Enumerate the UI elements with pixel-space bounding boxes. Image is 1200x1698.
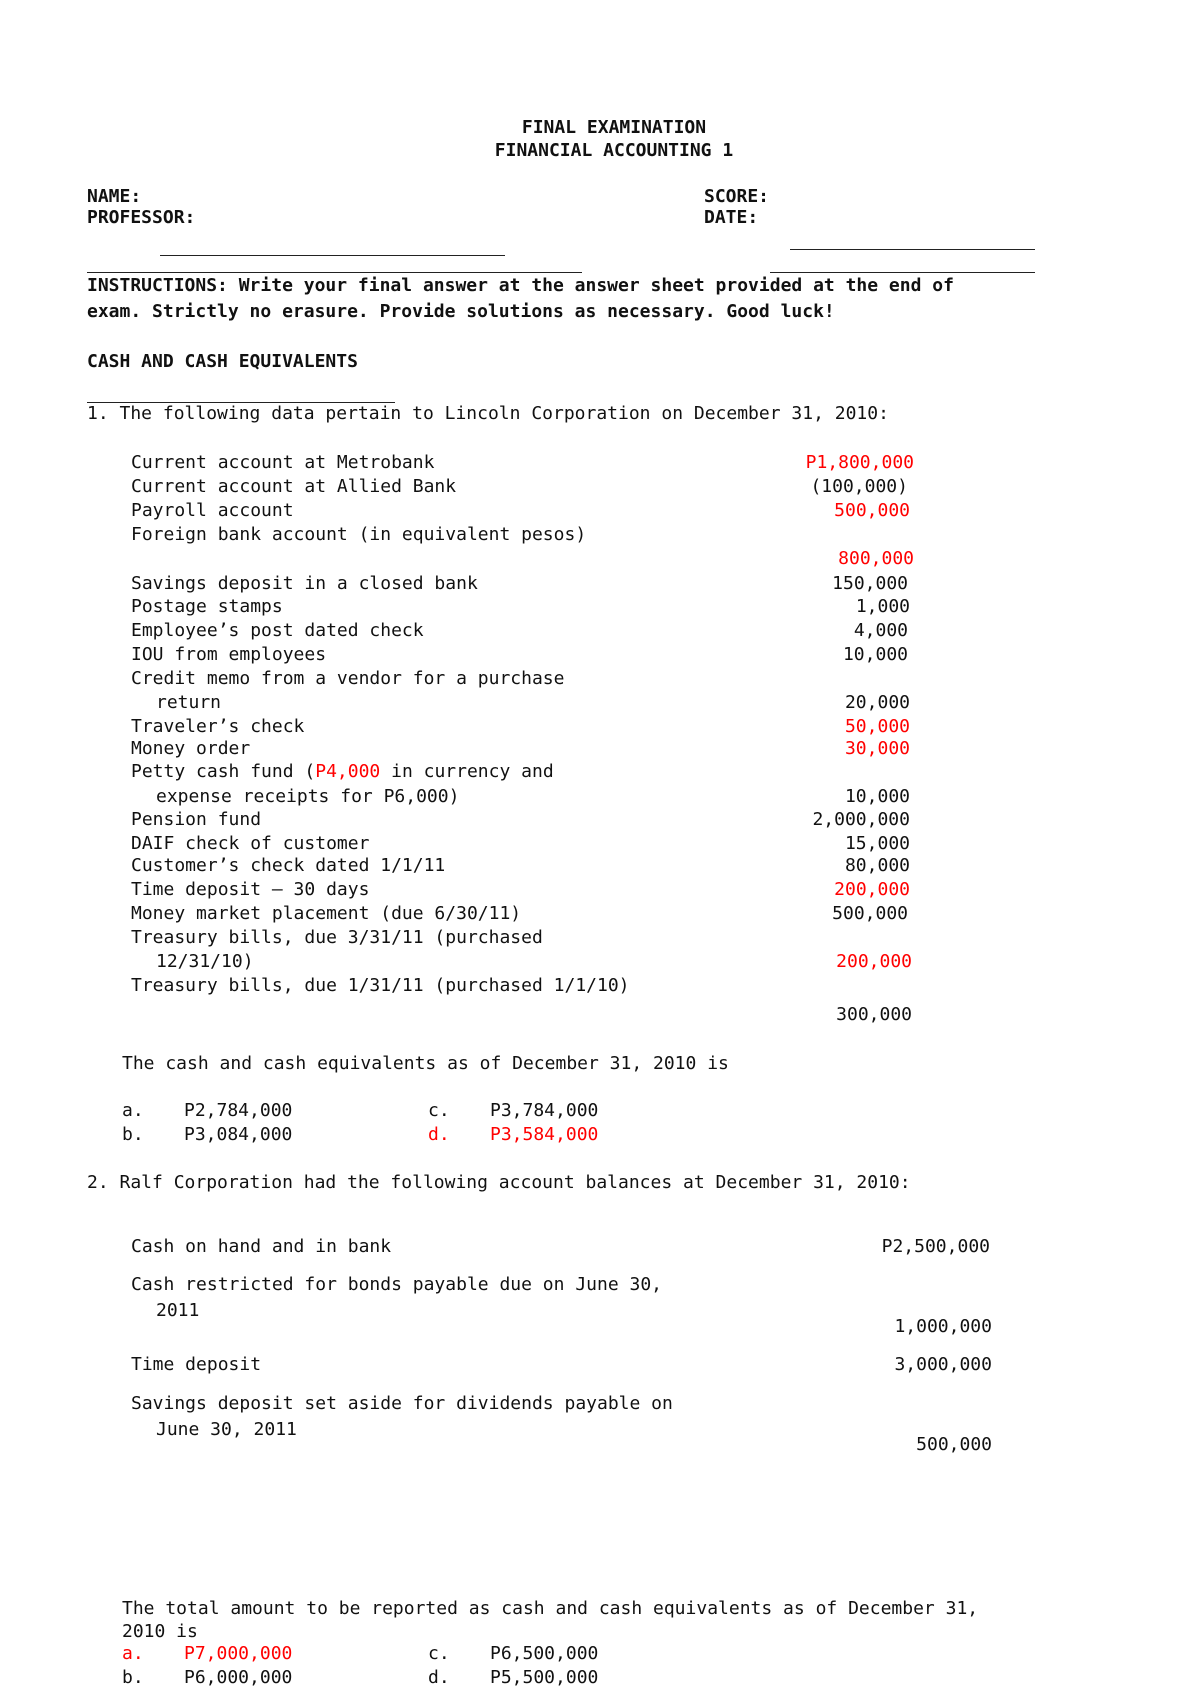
q1-choice-c-letter: c.	[428, 1100, 450, 1121]
q1-item-label	[131, 761, 554, 783]
q1-question: The cash and cash equivalents as of December 31, 2010 is	[122, 1053, 729, 1074]
q2-item-label-continued: June 30, 2011	[156, 1419, 297, 1440]
q1-item-amount: 2,000,000	[812, 809, 910, 830]
q1-item-label: Treasury bills, due 3/31/11 (purchased	[131, 927, 543, 948]
q1-item-label-text: Petty cash fund (	[131, 761, 316, 782]
q1-item-amount: 500,000	[834, 500, 910, 521]
q1-item-amount: 50,000	[844, 716, 910, 737]
q2-stem: 2. Ralf Corporation had the following account balances at December 31, 2010:	[87, 1172, 911, 1193]
q1-item-label: Customer’s check dated 1/1/11	[131, 855, 446, 876]
q1-item-amount: 200,000	[836, 951, 912, 972]
q1-item-amount: 500,000	[832, 903, 908, 924]
q1-item-amount: 20,000	[844, 692, 910, 713]
instructions-rule	[87, 272, 582, 273]
professor-answer-line	[160, 255, 505, 256]
q1-item-label: Credit memo from a vendor for a purchase	[131, 668, 565, 689]
date-label: DATE:	[704, 207, 759, 228]
q2-item-label: Savings deposit set aside for dividends payable on	[131, 1393, 673, 1414]
q1-item-label: Time deposit – 30 days	[131, 879, 370, 900]
q2-choice-d-value: P5,500,000	[490, 1667, 599, 1688]
q1-item-amount: 30,000	[844, 738, 910, 759]
score-label: SCORE:	[704, 186, 770, 207]
exam-title: FINAL EXAMINATION	[521, 117, 707, 138]
q1-item-label-text: in currency and	[380, 761, 554, 782]
q1-item-amount: 150,000	[832, 573, 908, 594]
q2-choice-a-value: P7,000,000	[184, 1643, 293, 1664]
q1-item-label: Money order	[131, 738, 251, 759]
q1-item-amount: 200,000	[834, 879, 910, 900]
q2-choice-b-letter: b.	[122, 1667, 144, 1688]
q1-choice-d-value: P3,584,000	[490, 1124, 599, 1145]
q2-choice-d-letter: d.	[428, 1667, 450, 1688]
q1-item-amount: 10,000	[844, 786, 910, 807]
q1-item-amount: 800,000	[838, 548, 914, 569]
q2-item-amount: P2,500,000	[881, 1236, 990, 1257]
q1-item-label-highlight: P4,000	[315, 761, 381, 782]
q1-item-label: Payroll account	[131, 500, 294, 521]
q1-item-label: Traveler’s check	[131, 716, 305, 737]
instructions-line-2: exam. Strictly no erasure. Provide solutions as necessary. Good luck!	[87, 301, 835, 322]
q1-choice-b-letter: b.	[122, 1124, 144, 1145]
q1-item-label-continued: 12/31/10)	[156, 951, 254, 972]
course-title: FINANCIAL ACCOUNTING 1	[494, 140, 734, 161]
instructions-line-1: INSTRUCTIONS: Write your final answer at the answer sheet provided at the end of	[87, 275, 954, 296]
q1-item-label-continued: return	[156, 692, 222, 713]
q1-item-label: Current account at Metrobank	[131, 452, 435, 473]
q1-item-amount: 4,000	[853, 620, 908, 641]
q1-choice-c-value: P3,784,000	[490, 1100, 599, 1121]
q2-item-amount: 1,000,000	[894, 1316, 992, 1337]
q2-item-amount: 3,000,000	[894, 1354, 992, 1375]
date-answer-line	[790, 249, 1035, 250]
q1-item-amount: 300,000	[836, 1004, 912, 1025]
q2-item-label: Time deposit	[131, 1354, 262, 1375]
q1-item-amount: 15,000	[844, 833, 910, 854]
q1-item-label: DAIF check of customer	[131, 833, 370, 854]
q1-item-label: Savings deposit in a closed bank	[131, 573, 478, 594]
q2-choice-c-letter: c.	[428, 1643, 450, 1664]
q1-item-label: Postage stamps	[131, 596, 283, 617]
q2-item-label-continued: 2011	[156, 1300, 200, 1321]
q1-item-label-continued: expense receipts for P6,000)	[156, 786, 460, 807]
q1-item-label: Money market placement (due 6/30/11)	[131, 903, 522, 924]
q1-choice-a-letter: a.	[122, 1100, 144, 1121]
name-label: NAME:	[87, 186, 142, 207]
q1-item-label: IOU from employees	[131, 644, 327, 665]
q1-item-label: Treasury bills, due 1/31/11 (purchased 1/1/10)	[131, 975, 630, 996]
q1-item-label: Foreign bank account (in equivalent pesos)	[131, 524, 587, 545]
q1-item-label: Current account at Allied Bank	[131, 476, 457, 497]
q1-item-amount: P1,800,000	[805, 452, 914, 473]
q2-question-line-1: The total amount to be reported as cash and cash equivalents as of December 31,	[122, 1598, 979, 1619]
q1-choice-b-value: P3,084,000	[184, 1124, 293, 1145]
q2-choice-a-letter: a.	[122, 1643, 144, 1664]
q2-item-label: Cash on hand and in bank	[131, 1236, 392, 1257]
q2-question-line-2: 2010 is	[122, 1621, 198, 1642]
q1-item-amount: 80,000	[844, 855, 910, 876]
professor-label: PROFESSOR:	[87, 207, 196, 228]
q1-item-amount: 1,000	[855, 596, 910, 617]
q1-item-label: Pension fund	[131, 809, 262, 830]
signature-line	[770, 272, 1035, 273]
q1-stem: 1. The following data pertain to Lincoln Corporation on December 31, 2010:	[87, 403, 889, 424]
q1-item-amount: (100,000)	[810, 476, 908, 497]
q1-item-label: Employee’s post dated check	[131, 620, 424, 641]
q1-choice-d-letter: d.	[428, 1124, 450, 1145]
section-title: CASH AND CASH EQUIVALENTS	[87, 351, 358, 372]
q2-item-label: Cash restricted for bonds payable due on June 30,	[131, 1274, 663, 1295]
q1-choice-a-value: P2,784,000	[184, 1100, 293, 1121]
q2-choice-c-value: P6,500,000	[490, 1643, 599, 1664]
q1-item-amount: 10,000	[842, 644, 908, 665]
q2-item-amount: 500,000	[916, 1434, 992, 1455]
q2-choice-b-value: P6,000,000	[184, 1667, 293, 1688]
